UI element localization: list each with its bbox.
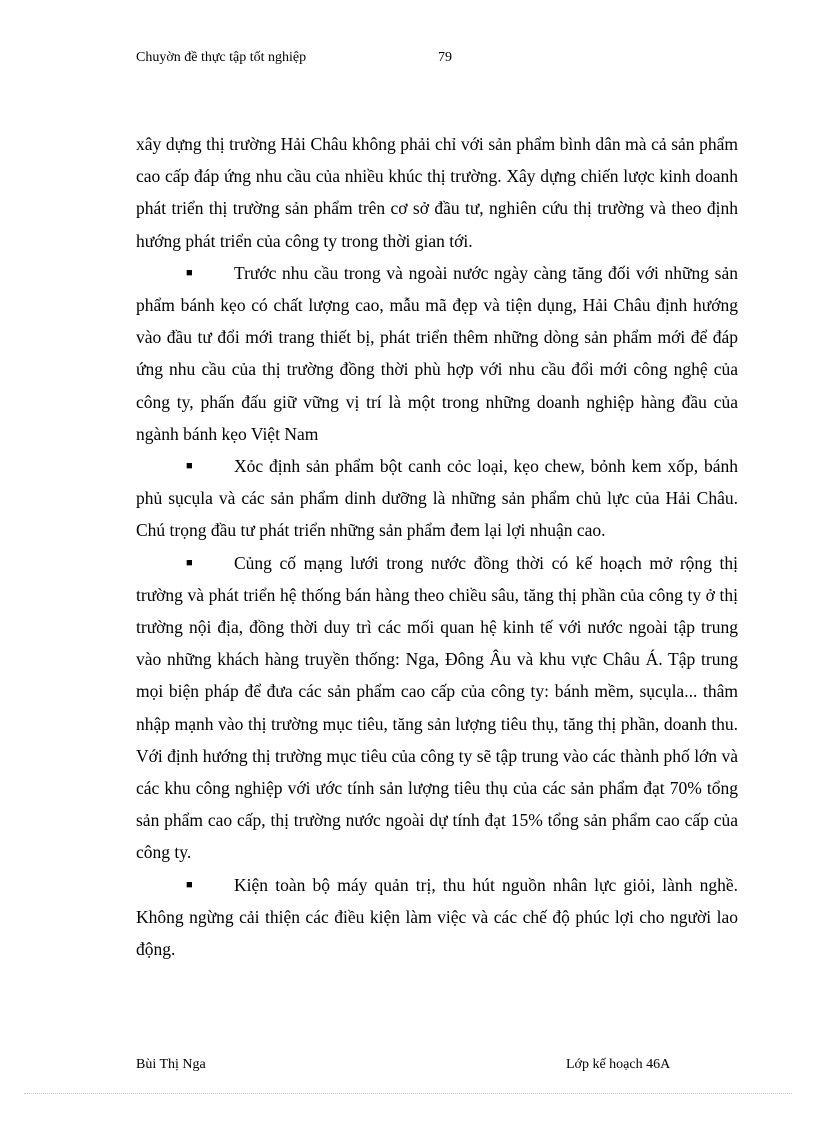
header-title: Chuyờn đề thực tập tốt nghiệp bbox=[136, 50, 307, 65]
page-number: 79 bbox=[438, 50, 452, 65]
paragraph-text: Xỏc định sản phẩm bột canh cỏc loại, kẹo chew, bỏnh kem xốp, bánh phủ sụcụla và các sản phẩm dinh dưỡng là những sản phẩm chủ lực của Hải Châu. Chú trọng đầu tư phát triển những sản phẩm đem lại lợi nhuận cao. bbox=[136, 456, 738, 541]
page-header bbox=[136, 50, 696, 70]
square-bullet-icon: ■ bbox=[186, 266, 193, 279]
paragraph-text: Kiện toàn bộ máy quản trị, thu hút nguồn nhân lực giỏi, lành nghề. Không ngừng cải thiện các điều kiện làm việc và các chế độ phúc lợi cho người lao động. bbox=[136, 874, 738, 960]
footer-author: Bùi Thị Nga bbox=[136, 1057, 206, 1072]
paragraph-text: Củng cố mạng lưới trong nước đồng thời có kế hoạch mở rộng thị trường và phát triển hệ thống bán hàng theo chiều sâu, tăng thị phần của công ty ở thị trường nội địa, đồng thời duy trì các mối quan hệ kinh tế với nước ngoài tập trung vào những khách hàng truyền thống: Nga, Đông Âu và khu vực Châu Á. Tập trung mọi biện pháp để đưa các sản phẩm cao cấp của công ty: bánh mềm, sụcụla... thâm nhập mạnh vào thị trường mục tiêu, tăng sản lượng tiêu thụ, tăng thị phần, doanh thu. Với định hướng thị trường mục tiêu của công ty sẽ tập trung vào các thành phố lớn và các khu công nghiệp với ước tính sản lượng tiêu thụ của các sản phẩm đạt 70% tổng sản phẩm cao cấp, thị trường nước ngoài dự tính đạt 15% tổng sản phẩm cao cấp của công ty. bbox=[136, 552, 738, 863]
paragraph-text: xây dựng thị trường Hải Châu không phải chỉ với sản phẩm bình dân mà cả sản phẩm cao cấp đáp ứng nhu cầu của nhiều khúc thị trường. Xây dựng chiến lược kinh doanh phát triển thị trường sản phẩm trên cơ sở đầu tư, nghiên cứu thị trường và theo định hướng phát triển của công ty trong thời gian tới. bbox=[136, 134, 738, 251]
bullet-paragraph bbox=[136, 257, 738, 450]
paragraph-intro bbox=[136, 128, 738, 257]
square-bullet-icon: ■ bbox=[186, 460, 193, 473]
square-bullet-icon: ■ bbox=[186, 556, 193, 569]
document-body bbox=[136, 128, 738, 965]
page-footer bbox=[136, 1057, 696, 1077]
paragraph-text: Trước nhu cầu trong và ngoài nước ngày càng tăng đối với những sản phẩm bánh kẹo có chất lượng cao, mẫu mã đẹp và tiện dụng, Hải Châu định hướng vào đầu tư đổi mới trang thiết bị, phát triển thêm những dòng sản phẩm mới để đáp ứng nhu cầu của thị trường đồng thời phù hợp với nhu cầu đổi mới công nghệ của công ty, phấn đấu giữ vững vị trí là một trong những doanh nghiệp hàng đầu của ngành bánh kẹo Việt Nam bbox=[136, 262, 738, 444]
bullet-paragraph bbox=[136, 869, 738, 966]
bullet-paragraph bbox=[136, 450, 738, 547]
square-bullet-icon: ■ bbox=[186, 878, 193, 891]
bullet-paragraph bbox=[136, 547, 738, 869]
footer-class: Lớp kế hoạch 46A bbox=[566, 1057, 671, 1072]
footer-divider bbox=[24, 1093, 792, 1094]
